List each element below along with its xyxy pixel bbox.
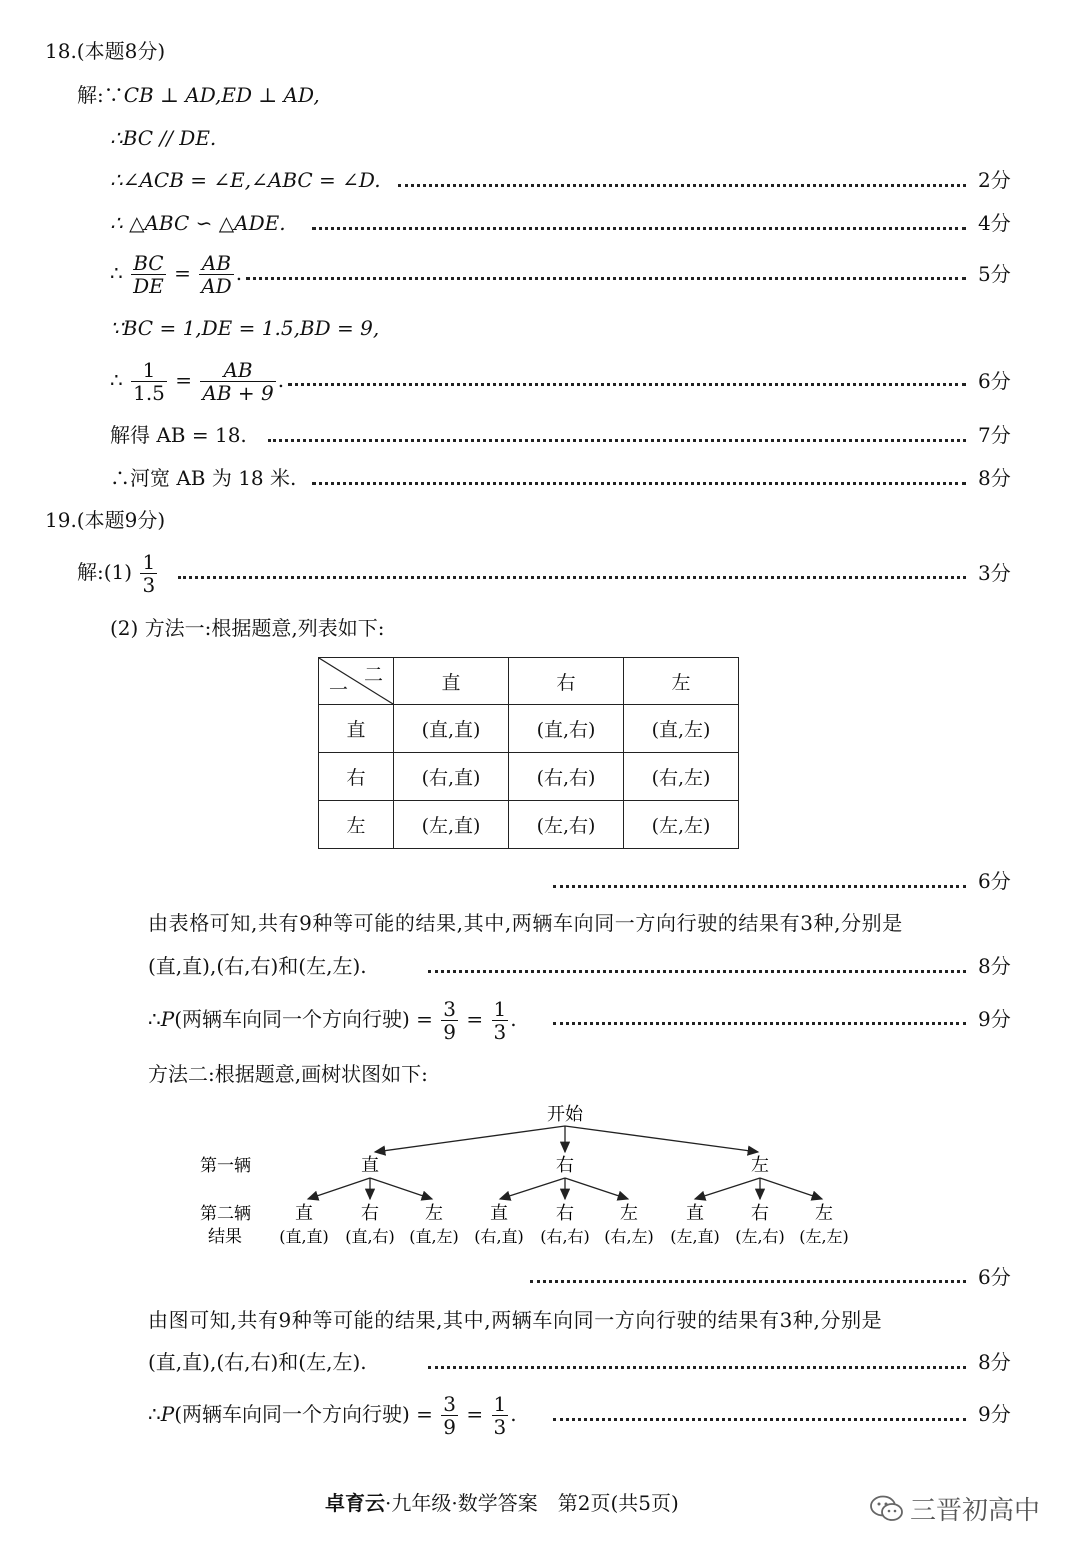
dot-leader bbox=[312, 227, 966, 230]
tree-row1-label: 第一辆 bbox=[200, 1156, 251, 1176]
method1-text-line2: (直,直),(右,右)和(左,左). bbox=[148, 954, 367, 978]
tree-result: (右,左) bbox=[604, 1227, 654, 1246]
tree-branch bbox=[375, 1126, 565, 1152]
period: . bbox=[277, 368, 285, 392]
tree-second-node: 左 bbox=[620, 1203, 638, 1224]
score-6: 6分 bbox=[978, 369, 1011, 393]
fraction-ab-ab9 bbox=[200, 359, 275, 404]
tree-result: (右,右) bbox=[540, 1227, 590, 1246]
fraction-ab-ad bbox=[199, 252, 233, 297]
tree-first-node: 直 bbox=[361, 1155, 379, 1176]
tree-second-node: 右 bbox=[556, 1203, 574, 1224]
table-cell: (右,右) bbox=[509, 753, 624, 801]
tree-first-node: 右 bbox=[556, 1155, 574, 1176]
tree-second-node: 右 bbox=[361, 1203, 379, 1224]
table-cell: (直,直) bbox=[394, 705, 509, 753]
probability-symbol: P bbox=[160, 1007, 175, 1031]
tree-branch bbox=[760, 1178, 822, 1199]
equals-sign: = bbox=[466, 1402, 484, 1426]
table-cell: (直,右) bbox=[509, 705, 624, 753]
tree-result: (直,左) bbox=[409, 1227, 459, 1246]
fraction-numerator: 1 bbox=[142, 550, 156, 574]
table-row bbox=[319, 705, 739, 753]
method2-intro: 方法二:根据题意,画树状图如下: bbox=[148, 1062, 428, 1086]
table-cell: (左,右) bbox=[509, 801, 624, 849]
equals-sign: = bbox=[174, 261, 191, 285]
method2-text-line1: 由图可知,共有9种等可能的结果,其中,两辆车向同一方向行驶的结果有3种,分别是 bbox=[148, 1308, 883, 1332]
q19-answer1 bbox=[77, 547, 159, 597]
tree-first-node: 左 bbox=[751, 1155, 769, 1176]
tree-result: (右,直) bbox=[474, 1227, 524, 1246]
tree-branch bbox=[500, 1178, 565, 1199]
tree-result: (左,直) bbox=[670, 1227, 720, 1246]
watermark bbox=[870, 1490, 1040, 1530]
fraction-denominator: 3 bbox=[142, 573, 156, 597]
score-7: 7分 bbox=[978, 423, 1011, 447]
fraction-numerator: 3 bbox=[443, 997, 457, 1021]
tree-second-node: 直 bbox=[295, 1203, 313, 1224]
score-8: 8分 bbox=[978, 466, 1011, 490]
q18-title: 18.(本题8分) bbox=[45, 39, 166, 63]
q18-line7 bbox=[110, 355, 284, 405]
corner-bottom-label: 一 bbox=[329, 679, 349, 701]
table-cell: (右,左) bbox=[624, 753, 739, 801]
table-corner-cell bbox=[319, 658, 394, 705]
page-footer bbox=[325, 1487, 679, 1516]
fraction-1-1.5 bbox=[131, 359, 167, 404]
tree-result: (左,右) bbox=[735, 1227, 785, 1246]
dot-leader bbox=[246, 277, 966, 280]
therefore-symbol: ∴ bbox=[110, 261, 123, 285]
dot-leader bbox=[288, 383, 966, 386]
watermark-text: 三晋初高中 bbox=[910, 1496, 1041, 1526]
fraction-denominator: 3 bbox=[493, 1415, 507, 1439]
dot-leader bbox=[553, 885, 966, 888]
q18-line2: ∴BC // DE. bbox=[110, 126, 217, 150]
tree-result: (左,左) bbox=[799, 1227, 849, 1246]
table-row-header: 右 bbox=[319, 753, 394, 801]
q19-title: 19.(本题9分) bbox=[45, 508, 166, 532]
fraction-numerator: 3 bbox=[443, 1392, 457, 1416]
therefore-symbol: ∴ bbox=[110, 368, 123, 392]
outcome-table bbox=[318, 657, 739, 849]
fraction-1-3 bbox=[492, 1393, 509, 1438]
score-6: 6分 bbox=[978, 869, 1011, 893]
period: . bbox=[510, 1402, 517, 1426]
method2-probability bbox=[148, 1389, 517, 1439]
equals-sign: = bbox=[175, 368, 193, 392]
tree-result: (直,右) bbox=[345, 1227, 395, 1246]
dot-leader bbox=[553, 1022, 966, 1025]
table-row-header: 左 bbox=[319, 801, 394, 849]
score-9: 9分 bbox=[978, 1007, 1011, 1031]
method2-text-line2: (直,直),(右,右)和(左,左). bbox=[148, 1350, 367, 1374]
score-9: 9分 bbox=[978, 1402, 1011, 1426]
footer-brand: 卓育云 bbox=[325, 1491, 385, 1515]
footer-text: ·九年级·数学答案 第2页(共5页) bbox=[385, 1491, 679, 1515]
fraction-denominator: 3 bbox=[493, 1020, 507, 1044]
fraction-numerator: 1 bbox=[493, 997, 507, 1021]
tree-branch bbox=[565, 1178, 628, 1199]
tree-branch bbox=[565, 1126, 758, 1152]
score-5: 5分 bbox=[978, 262, 1011, 286]
fraction-denominator: 9 bbox=[443, 1415, 457, 1439]
score-8: 8分 bbox=[978, 954, 1011, 978]
q18-line1 bbox=[77, 81, 320, 109]
q18-line1-prefix: 解:∵ bbox=[77, 83, 124, 107]
equals-sign: = bbox=[466, 1007, 484, 1031]
fraction-3-9 bbox=[441, 998, 458, 1043]
q18-line8: 解得 AB = 18. bbox=[110, 423, 247, 447]
table-row bbox=[319, 753, 739, 801]
fraction-denominator: AB + 9 bbox=[202, 381, 274, 405]
score-6: 6分 bbox=[978, 1265, 1011, 1289]
tree-second-node: 直 bbox=[490, 1203, 508, 1224]
fraction-denominator: AD bbox=[201, 274, 232, 298]
therefore-symbol: ∴ bbox=[148, 1007, 161, 1031]
probability-event: (两辆车向同一个方向行驶) = bbox=[174, 1402, 433, 1426]
q18-line4: ∴ △ABC ∽ △ADE. bbox=[110, 211, 286, 235]
tree-result: (直,直) bbox=[279, 1227, 329, 1246]
method1-intro: (2) 方法一:根据题意,列表如下: bbox=[110, 616, 385, 640]
dot-leader bbox=[530, 1280, 966, 1283]
q18-line3: ∴∠ACB = ∠E,∠ABC = ∠D. bbox=[110, 168, 381, 192]
dot-leader bbox=[312, 482, 966, 485]
fraction-numerator: 1 bbox=[493, 1392, 507, 1416]
period: . bbox=[510, 1007, 517, 1031]
tree-branch bbox=[695, 1178, 760, 1199]
corner-top-label: 二 bbox=[363, 664, 383, 686]
q19-answer1-prefix: 解:(1) bbox=[77, 560, 133, 584]
therefore-symbol: ∴ bbox=[148, 1402, 161, 1426]
table-cell: (右,直) bbox=[394, 753, 509, 801]
table-header-cell: 左 bbox=[624, 658, 739, 705]
dot-leader bbox=[178, 576, 966, 579]
table-cell: (左,直) bbox=[394, 801, 509, 849]
fraction-denominator: DE bbox=[133, 274, 164, 298]
tree-branch bbox=[370, 1178, 432, 1199]
fraction-3-9 bbox=[441, 1393, 458, 1438]
probability-symbol: P bbox=[160, 1402, 175, 1426]
fraction-numerator: AB bbox=[199, 252, 233, 275]
score-2: 2分 bbox=[978, 168, 1011, 192]
table-cell: (左,左) bbox=[624, 801, 739, 849]
period: . bbox=[235, 261, 243, 285]
fraction-numerator: AB bbox=[200, 359, 275, 382]
fraction-denominator: 9 bbox=[443, 1020, 457, 1044]
fraction-numerator: BC bbox=[131, 252, 166, 275]
method1-text-line1: 由表格可知,共有9种等可能的结果,其中,两辆车向同一方向行驶的结果有3种,分别是 bbox=[148, 911, 903, 935]
score-4: 4分 bbox=[978, 211, 1011, 235]
method1-probability bbox=[148, 994, 517, 1044]
tree-row3-label: 结果 bbox=[208, 1227, 242, 1247]
q18-line9: ∴河宽 AB 为 18 米. bbox=[110, 466, 297, 490]
dot-leader bbox=[428, 970, 966, 973]
fraction-1-3 bbox=[492, 998, 509, 1043]
tree-start-label: 开始 bbox=[547, 1104, 583, 1125]
tree-diagram bbox=[190, 1098, 890, 1248]
q18-line6: ∵BC = 1,DE = 1.5,BD = 9, bbox=[110, 316, 380, 340]
dot-leader bbox=[268, 439, 966, 442]
table-cell: (直,左) bbox=[624, 705, 739, 753]
table-row bbox=[319, 801, 739, 849]
wechat-icon bbox=[870, 1495, 904, 1530]
dot-leader bbox=[553, 1418, 966, 1421]
table-row-header: 直 bbox=[319, 705, 394, 753]
fraction-numerator: 1 bbox=[131, 359, 167, 382]
q18-line5 bbox=[110, 248, 242, 298]
q18-line1-math: CB ⊥ AD,ED ⊥ AD, bbox=[123, 83, 320, 107]
probability-event: (两辆车向同一个方向行驶) = bbox=[174, 1007, 433, 1031]
tree-row2-label: 第二辆 bbox=[200, 1204, 251, 1224]
table-header-row bbox=[319, 658, 739, 705]
fraction-bc-de bbox=[131, 252, 166, 297]
score-3: 3分 bbox=[978, 561, 1011, 585]
fraction-one-third bbox=[140, 551, 157, 596]
tree-second-node: 左 bbox=[815, 1203, 833, 1224]
dot-leader bbox=[398, 184, 966, 187]
dot-leader bbox=[428, 1366, 966, 1369]
tree-branch bbox=[308, 1178, 370, 1199]
table-header-cell: 直 bbox=[394, 658, 509, 705]
tree-second-node: 直 bbox=[686, 1203, 704, 1224]
fraction-denominator: 1.5 bbox=[133, 381, 165, 405]
tree-second-node: 右 bbox=[751, 1203, 769, 1224]
score-8: 8分 bbox=[978, 1350, 1011, 1374]
tree-second-node: 左 bbox=[425, 1203, 443, 1224]
table-header-cell: 右 bbox=[509, 658, 624, 705]
